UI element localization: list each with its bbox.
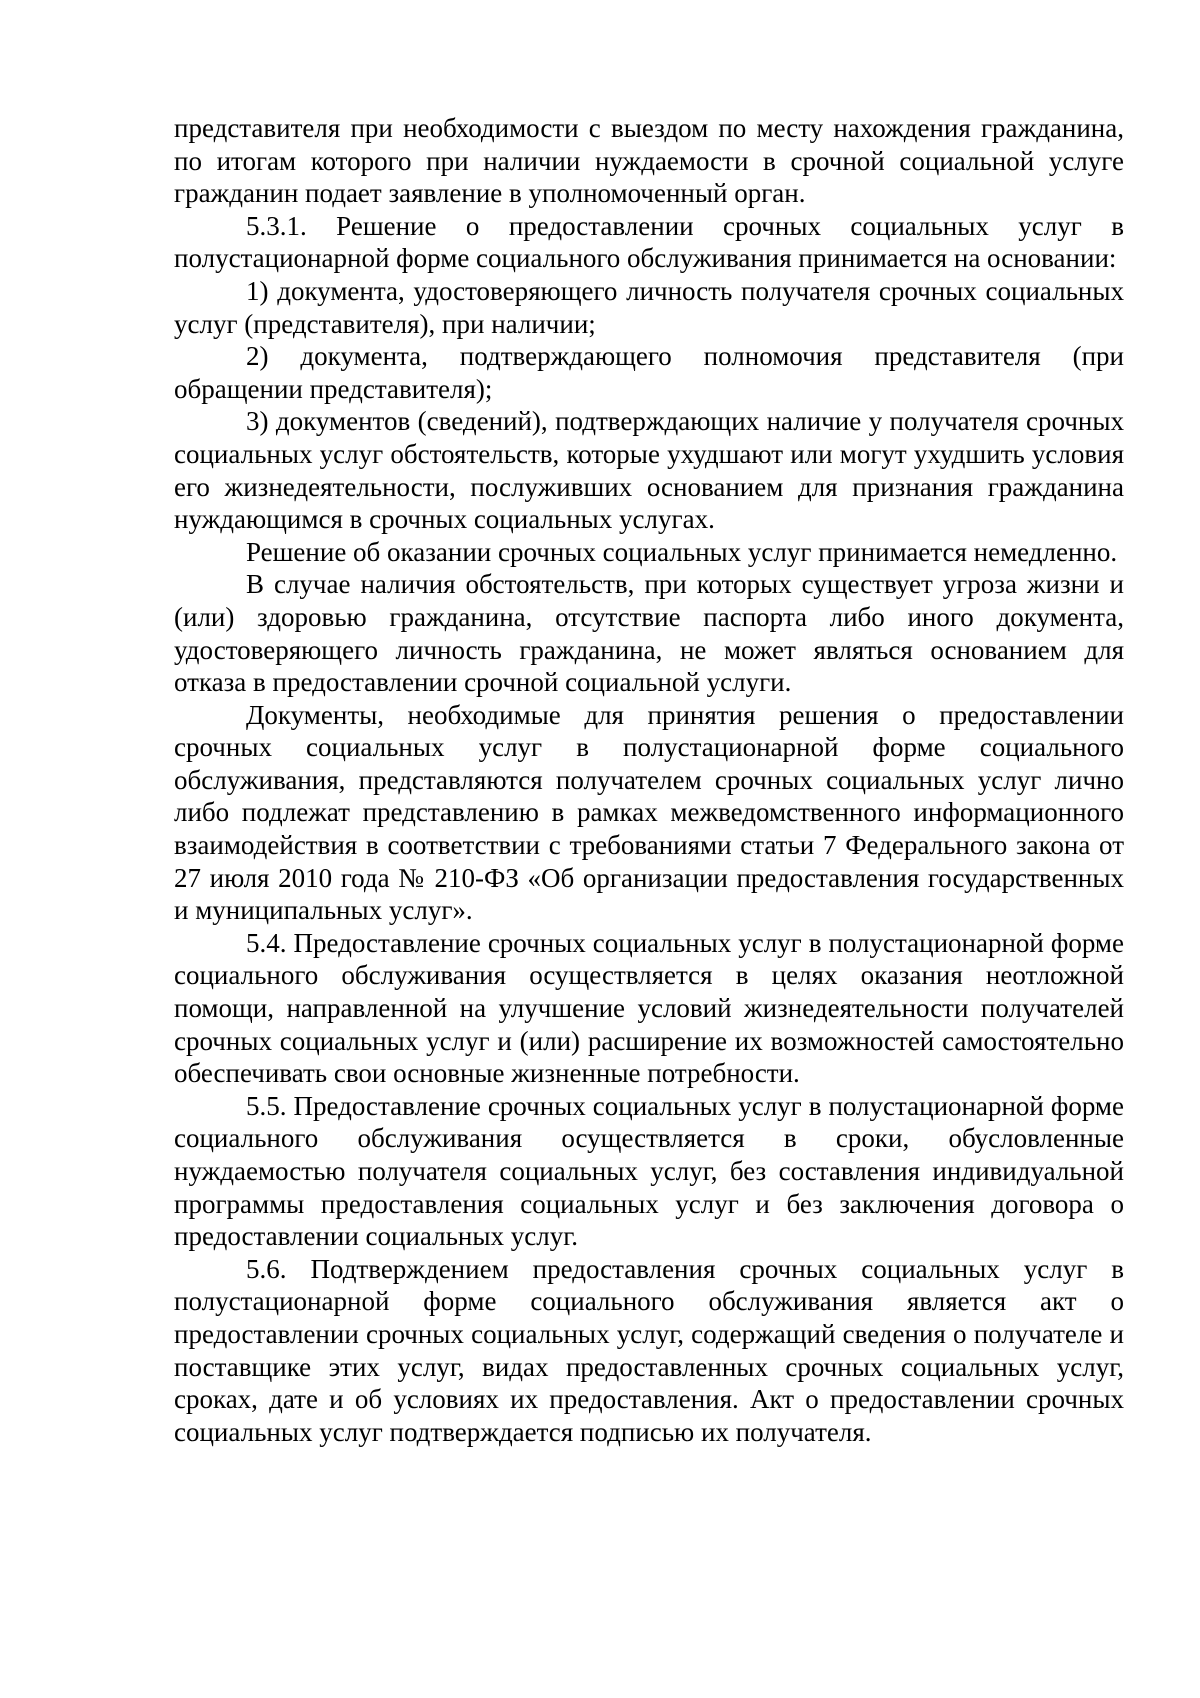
paragraph-5-5: 5.5. Предоставление срочных социальных услуг в полустационарной форме социального обслуживания осуществляется в сроки, обусловленные нуждаемостью получателя социальных услуг, без составления индивидуальной программы предоставления социальных услуг и без заключения договора о предоставлении социальных услуг.: [174, 1090, 1124, 1252]
list-item-3: 3) документов (сведений), подтверждающих наличие у получателя срочных социальных услуг обстоятельств, которые ухудшают или могут ухудшить условия его жизнедеятельности, послуживших основанием для признания гражданина нуждающимся в срочных социальных услугах.: [174, 406, 1124, 535]
paragraph-threat: В случае наличия обстоятельств, при которых существует угроза жизни и (или) здоровью гражданина, отсутствие паспорта либо иного документа, удостоверяющего личность гражданина, не может являться основанием для отказа в предоставлении срочной социальной услуги.: [174, 569, 1124, 698]
paragraph-5-3-1: 5.3.1. Решение о предоставлении срочных социальных услуг в полустационарной форме социального обслуживания принимается на основании:: [174, 210, 1124, 274]
paragraph-5-6: 5.6. Подтверждением предоставления срочных социальных услуг в полустационарной форме социального обслуживания является акт о предоставлении срочных социальных услуг, содержащий сведения о получателе и поставщике этих услуг, видах предоставленных срочных социальных услуг, сроках, дате и об условиях их предоставления. Акт о предоставлении срочных социальных услуг подтверждается подписью их получателя.: [174, 1253, 1124, 1447]
paragraph-decision: Решение об оказании срочных социальных услуг принимается немедленно.: [246, 536, 1118, 567]
list-item-2: 2) документа, подтверждающего полномочия представителя (при обращении представителя);: [174, 341, 1124, 404]
paragraph-documents: Документы, необходимые для принятия решения о предоставлении срочных социальных услуг в полустационарной форме социального обслуживания, представляются получателем срочных социальных услуг лично либо подлежат представлению в рамках межведомственного информационного взаимодействия в соответствии с требованиями статьи 7 Федерального закона от 27 июля 2010 года № 210-ФЗ «Об организации предоставления государственных и муниципальных услуг».: [174, 699, 1124, 926]
document-page: [174, 112, 1124, 1448]
paragraph-5-4: 5.4. Предоставление срочных социальных услуг в полустационарной форме социального обслуживания осуществляется в целях оказания неотложной помощи, направленной на улучшение условий жизнедеятельности получателей срочных социальных услуг и (или) расширение их возможностей самостоятельно обеспечивать свои основные жизненные потребности.: [174, 927, 1124, 1089]
list-item-1: 1) документа, удостоверяющего личность получателя срочных социальных услуг (представителя), при наличии;: [174, 275, 1124, 339]
paragraph-continuation: представителя при необходимости с выездом по месту нахождения гражданина, по итогам которого при наличии нуждаемости в срочной социальной услуге гражданин подает заявление в уполномоченный орган.: [174, 113, 1124, 209]
